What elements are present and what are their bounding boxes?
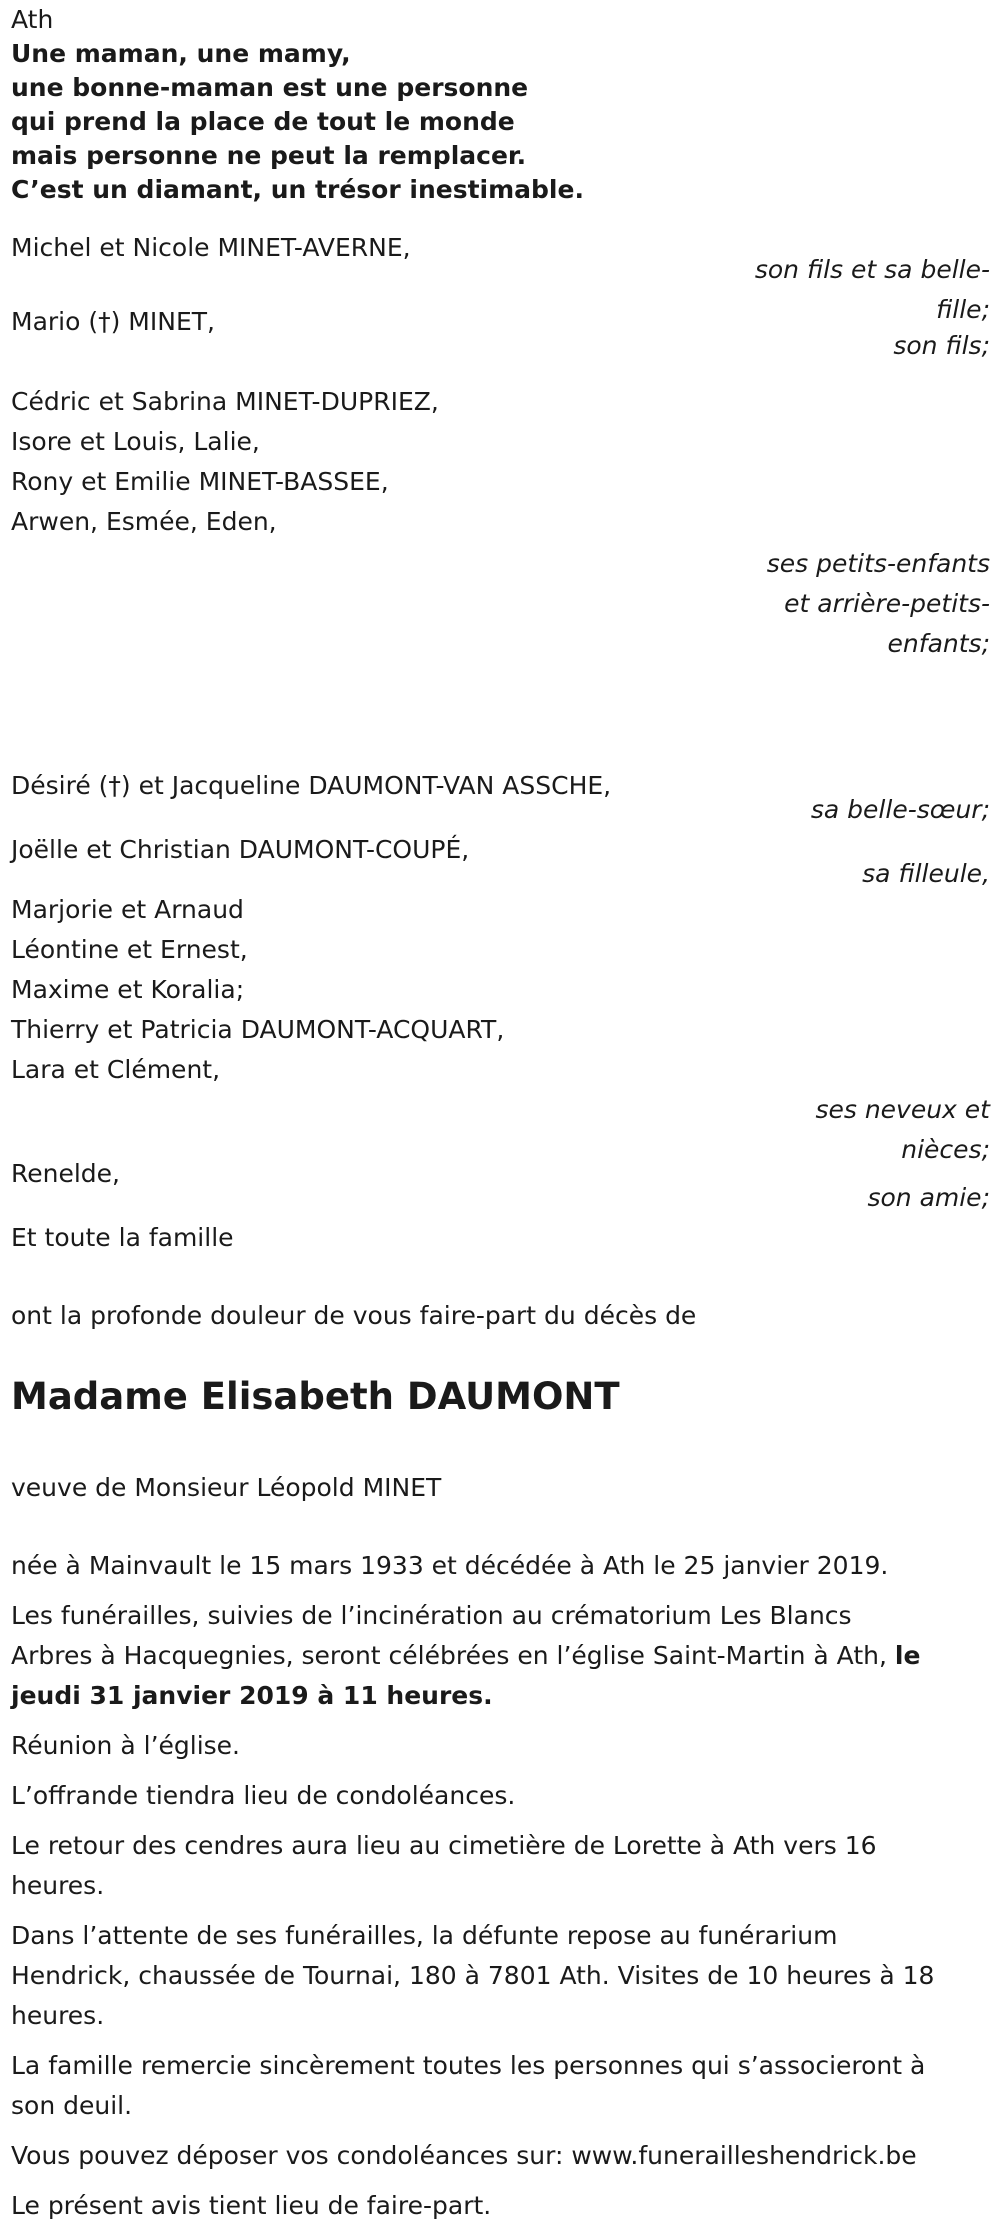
family-name: Arwen, Esmée, Eden,	[11, 507, 277, 536]
family-name: Maxime et Koralia;	[11, 975, 245, 1004]
condolences: Vous pouvez déposer vos condoléances sur: www.funerailleshendrick.be	[11, 2141, 917, 2170]
family-name: Mario (†) MINET,	[11, 307, 215, 336]
widow-of: veuve de Monsieur Léopold MINET	[11, 1473, 442, 1502]
rest-line: Hendrick, chaussée de Tournai, 180 à 7801 Ath. Visites de 10 heures à 18	[11, 1961, 935, 1990]
meeting: Réunion à l’église.	[11, 1731, 241, 1760]
poem-line: C’est un diamant, un trésor inestimable.	[11, 175, 584, 204]
location: Ath	[11, 5, 54, 34]
ashes-line: Le retour des cendres aura lieu au cimetière de Lorette à Ath vers 16	[11, 1831, 877, 1860]
thanks-line: La famille remercie sincèrement toutes les personnes qui s’associeront à	[11, 2051, 926, 2080]
ashes-line: heures.	[11, 1871, 105, 1900]
rest-line: heures.	[11, 2001, 105, 2030]
rest-line: Dans l’attente de ses funérailles, la défunte repose au funérarium	[11, 1921, 838, 1950]
family-name: Lara et Clément,	[11, 1055, 221, 1084]
announcement: ont la profonde douleur de vous faire-part du décès de	[11, 1301, 697, 1330]
poem-line: Une maman, une mamy,	[11, 39, 351, 68]
family-name: Rony et Emilie MINET-BASSEE,	[11, 467, 389, 496]
poem-line: une bonne-maman est une personne	[11, 73, 529, 102]
family-relation: sa filleule,	[862, 859, 990, 888]
family-name: Cédric et Sabrina MINET-DUPRIEZ,	[11, 387, 439, 416]
offering: L’offrande tiendra lieu de condoléances.	[11, 1781, 516, 1810]
family-relation: son fils;	[893, 331, 990, 360]
notice: Le présent avis tient lieu de faire-part.	[11, 2191, 492, 2220]
deceased-name: Madame Elisabeth DAUMONT	[11, 1375, 620, 1418]
funeral-line: Arbres à Hacquegnies, seront célébrées en l’église Saint-Martin à Ath, le	[11, 1641, 921, 1670]
family-name: Renelde,	[11, 1159, 120, 1188]
condolences-link[interactable]: www.funerailleshendrick.be	[571, 2141, 917, 2170]
funeral-date: jeudi 31 janvier 2019 à 11 heures.	[11, 1681, 493, 1710]
family-name: Marjorie et Arnaud	[11, 895, 244, 924]
family-name: Désiré (†) et Jacqueline DAUMONT-VAN ASSCHE,	[11, 771, 612, 800]
family-relation: ses petits-enfants et arrière-petits- enfants;	[766, 549, 990, 658]
family-name: Michel et Nicole MINET-AVERNE,	[11, 233, 411, 262]
family-name: Joëlle et Christian DAUMONT-COUPÉ,	[11, 835, 470, 864]
funeral-line: Les funérailles, suivies de l’incinération au crématorium Les Blancs	[11, 1601, 852, 1630]
family-relation: ses neveux et nièces;	[815, 1095, 990, 1164]
family-relation: sa belle-sœur;	[810, 795, 990, 824]
family-name: Et toute la famille	[11, 1223, 234, 1252]
family-name: Léontine et Ernest,	[11, 935, 248, 964]
thanks-line: son deuil.	[11, 2091, 133, 2120]
family-name: Thierry et Patricia DAUMONT-ACQUART,	[11, 1015, 505, 1044]
family-name: Isore et Louis, Lalie,	[11, 427, 260, 456]
birth-death: née à Mainvault le 15 mars 1933 et décédée à Ath le 25 janvier 2019.	[11, 1551, 889, 1580]
poem-line: qui prend la place de tout le monde	[11, 107, 515, 136]
family-relation: son fils et sa belle- fille;	[754, 255, 990, 324]
family-relation: son amie;	[867, 1183, 990, 1212]
poem-line: mais personne ne peut la remplacer.	[11, 141, 527, 170]
